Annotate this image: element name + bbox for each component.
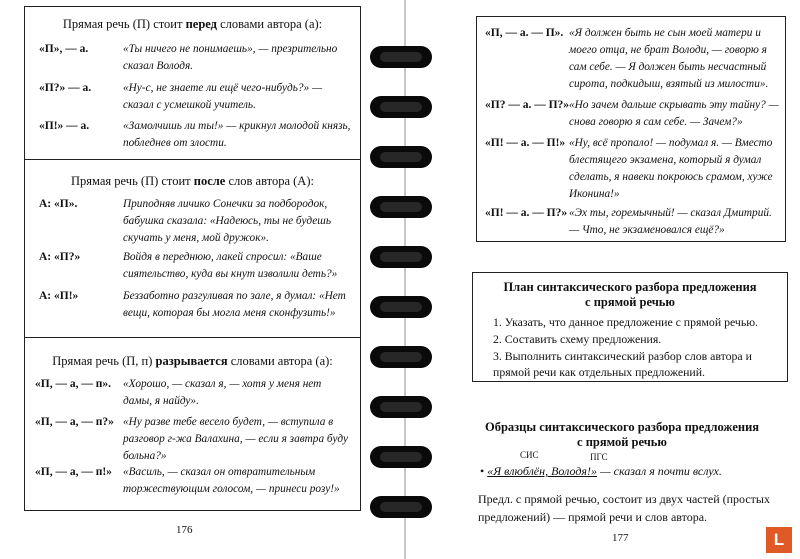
watermark-logo: L: [766, 527, 792, 553]
analysis-plan-box: [472, 272, 788, 382]
title-text: Прямая речь (П) стоит: [62, 17, 186, 31]
pattern: «П, — а, — п!»: [35, 466, 112, 478]
left-page: [0, 0, 372, 559]
title-bold: после: [193, 174, 226, 188]
example: «Хорошо, — сказал я, — хотя у меня нет дамы, я найду».: [123, 378, 322, 407]
section-after-author: [25, 159, 360, 337]
spiral-ring: [370, 246, 432, 268]
spiral-ring: [370, 46, 432, 68]
plan-item: 1. Указать, что данное предложение с прямой речью.: [493, 315, 758, 329]
title-bold: разрывается: [155, 354, 228, 368]
section-title: [25, 174, 360, 189]
pattern: «П?» — а.: [39, 82, 92, 94]
plan-item: 3. Выполнить синтаксический разбор слов автора и прямой речи как отдельных предложений.: [493, 349, 752, 379]
sample-sentence: [480, 464, 722, 479]
samples-title: с прямой речью: [577, 435, 667, 449]
pattern: А: «П».: [39, 198, 78, 210]
analysis-text: Предл. с прямой речью, состоит из двух частей (простых: [478, 492, 770, 506]
plan-title: с прямой речью: [585, 295, 675, 309]
title-bold: перед: [185, 17, 217, 31]
example: «Ну-с, не знаете ли ещё чего-нибудь?» — сказал с усмешкой учитель.: [123, 82, 322, 111]
example: Беззаботно разгуливая по зале, я думал: «Нет вещи, которая бы могла меня сконфузить!»: [123, 290, 346, 319]
example: Войдя в переднюю, лакей спросил: «Ваше сиятельство, куда вы кнут изволили деть?»: [123, 251, 338, 280]
example: «Ну, всё пропало! — подумал я. — Вместо блестящего экзамена, который я думал сделать, я навеки покроюсь срамом, хуже Иконина!»: [569, 137, 773, 200]
pattern: А: «П!»: [39, 290, 79, 302]
section-interrupted: [25, 337, 360, 510]
example: «Я должен быть не сын моей матери и моего отца, не брат Володи, — говорю я сам себе. — Я должен быть несчастный сирота, подкидыш, взятый из милости».: [569, 27, 769, 90]
pattern: А: «П?»: [39, 251, 81, 263]
example: «Ты ничего не понимаешь», — презрительно сказал Володя.: [123, 43, 338, 72]
spiral-ring: [370, 146, 432, 168]
section-title: [25, 354, 360, 369]
spiral-ring: [370, 346, 432, 368]
sample-quote: «Я влюблён, Володя!»: [487, 464, 597, 478]
section-title: [25, 17, 360, 32]
spiral-ring: [370, 296, 432, 318]
direct-speech-table: [24, 6, 361, 511]
page-gutter: [404, 0, 406, 559]
plan-item: 2. Составить схему предложения.: [493, 332, 662, 346]
pattern: «П, — а. — П».: [485, 27, 564, 39]
sample-rest: — сказал я почти вслух.: [596, 464, 722, 478]
title-text: Прямая речь (П, п): [52, 354, 156, 368]
page-number: 177: [612, 532, 629, 544]
spiral-ring: [370, 96, 432, 118]
spiral-ring: [370, 446, 432, 468]
label-sis: СИС: [520, 450, 539, 460]
page-number: 176: [176, 524, 193, 536]
pattern: «П!» — а.: [39, 120, 90, 132]
example: «Замолчишь ли ты!» — крикнул молодой князь, побледнев от злости.: [123, 120, 351, 149]
title-text: Прямая речь (П) стоит: [71, 174, 194, 188]
spiral-ring: [370, 396, 432, 418]
label-pgs: ПГС: [590, 452, 608, 462]
pattern: «П», — а.: [39, 43, 89, 55]
pattern: «П, — а, — п».: [35, 378, 111, 390]
section-before-author: [25, 7, 360, 159]
samples-title: Образцы синтаксического разбора предложения: [484, 420, 760, 434]
spiral-ring: [370, 496, 432, 518]
example: «Эх ты, горемычный! — сказал Дмитрий. — Что, не экзаменовался ещё?»: [569, 207, 772, 236]
example: «Василь, — сказал он отвратительным торжествующим голосом, — принеси розу!»: [123, 466, 340, 495]
title-text: словами автора (а):: [227, 354, 333, 368]
example: Приподняв личико Сонечки за подбородок, бабушка сказала: «Надеюсь, ты не будешь скучать у меня, мой дружок».: [123, 198, 331, 244]
pattern: «П! — а. — П?»: [485, 207, 568, 219]
example: «Но зачем дальше скрывать эту тайну? — снова говорю я сам себе. — Зачем?»: [569, 99, 779, 128]
bullet: •: [480, 464, 485, 478]
title-text: словами автора (а):: [217, 17, 323, 31]
pattern: «П! — а. — П!»: [485, 137, 566, 149]
pattern: «П? — а. — П?»: [485, 99, 570, 111]
plan-title: План синтаксического разбора предложения: [503, 280, 757, 294]
analysis-text: предложений) — прямой речи и слов автора.: [478, 510, 708, 524]
title-text: слов автора (А):: [225, 174, 314, 188]
pattern: «П, — а, — п?»: [35, 416, 114, 428]
example: «Ну разве тебе весело будет, — вступила в разговор г-жа Валахина, — если я завтра буду больна?»: [123, 416, 349, 462]
interrupted-speech-table: [476, 16, 786, 242]
spiral-ring: [370, 196, 432, 218]
